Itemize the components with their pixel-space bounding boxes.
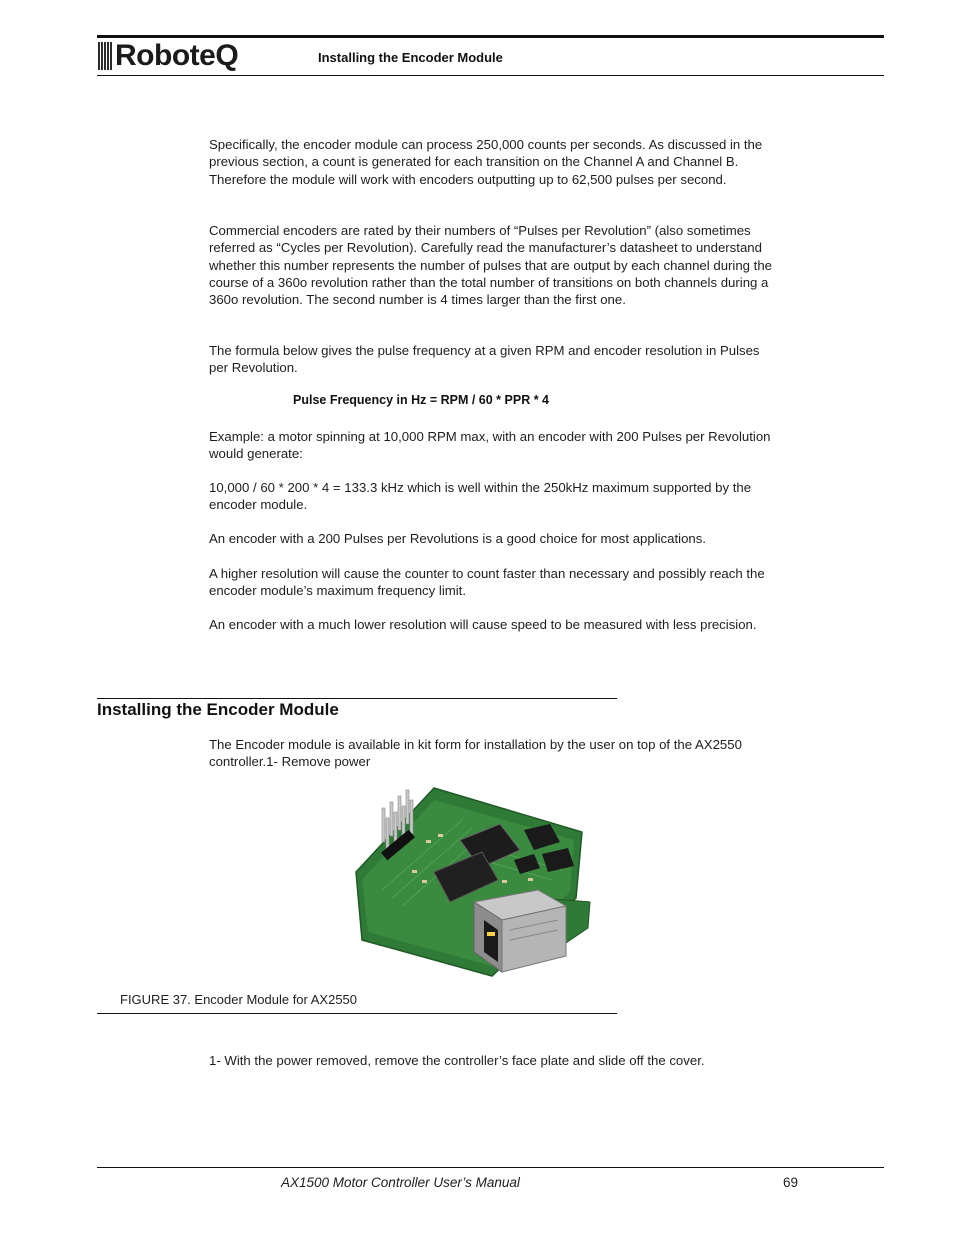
footer-rule (97, 1167, 884, 1168)
logo-bars-icon (98, 42, 113, 70)
paragraph-example: Example: a motor spinning at 10,000 RPM max, with an encoder with 200 Pulses per Revolution would generate: (209, 429, 771, 462)
logo-text: RoboteQ (115, 39, 239, 72)
running-header-title: Installing the Encoder Module (318, 50, 503, 65)
paragraph-higher-resolution: A higher resolution will cause the counter to count faster than necessary and possibly reach the encoder module’s maximum frequency limit. (209, 566, 765, 599)
paragraph-kit-intro: The Encoder module is available in kit form for installation by the user on top of the AX2550 controller.1- Remove power (209, 737, 742, 770)
paragraph-lower-resolution: An encoder with a much lower resolution will cause speed to be measured with less precision. (209, 617, 757, 632)
encoder-module-photo (342, 780, 618, 980)
section-heading: Installing the Encoder Module (97, 700, 339, 719)
roboteq-logo (98, 40, 238, 72)
paragraph-step-1: 1- With the power removed, remove the controller’s face plate and slide off the cover. (209, 1053, 705, 1068)
paragraph-good-choice: An encoder with a 200 Pulses per Revolutions is a good choice for most applications. (209, 531, 707, 546)
paragraph-formula-intro: The formula below gives the pulse frequency at a given RPM and encoder resolution in Pulses per Revolution. (209, 343, 760, 376)
page-number: 69 (783, 1175, 799, 1190)
paragraph-count-rate: Specifically, the encoder module can process 250,000 counts per seconds. As discussed in the previous section, a count is generated for each transition on the Channel A and Channel B. Therefore the module will work with encoders outputting up to 62,500 pulses per second. (209, 137, 763, 187)
figure-caption: FIGURE 37. Encoder Module for AX2550 (120, 992, 358, 1007)
header-top-rule (97, 35, 884, 38)
pulse-frequency-formula: Pulse Frequency in Hz = RPM / 60 * PPR * 4 (293, 393, 549, 407)
footer-manual-title: AX1500 Motor Controller User’s Manual (281, 1175, 520, 1190)
paragraph-ppr: Commercial encoders are rated by their numbers of “Pulses per Revolution” (also sometimes referred as “Cycles per Revolution). Carefully read the manufacturer’s datasheet to understand whether this number represents the number of pulses that are output by each channel during the course of a 360o revolution rather than the total number of transitions on both channels during a 360o revolution. The second number is 4 times larger than the first one. (209, 223, 773, 308)
figure-caption-rule (97, 1013, 617, 1014)
paragraph-calculation: 10,000 / 60 * 200 * 4 = 133.3 kHz which is well within the 250kHz maximum supported by the encoder module. (209, 480, 752, 513)
header-bottom-rule (97, 75, 884, 76)
